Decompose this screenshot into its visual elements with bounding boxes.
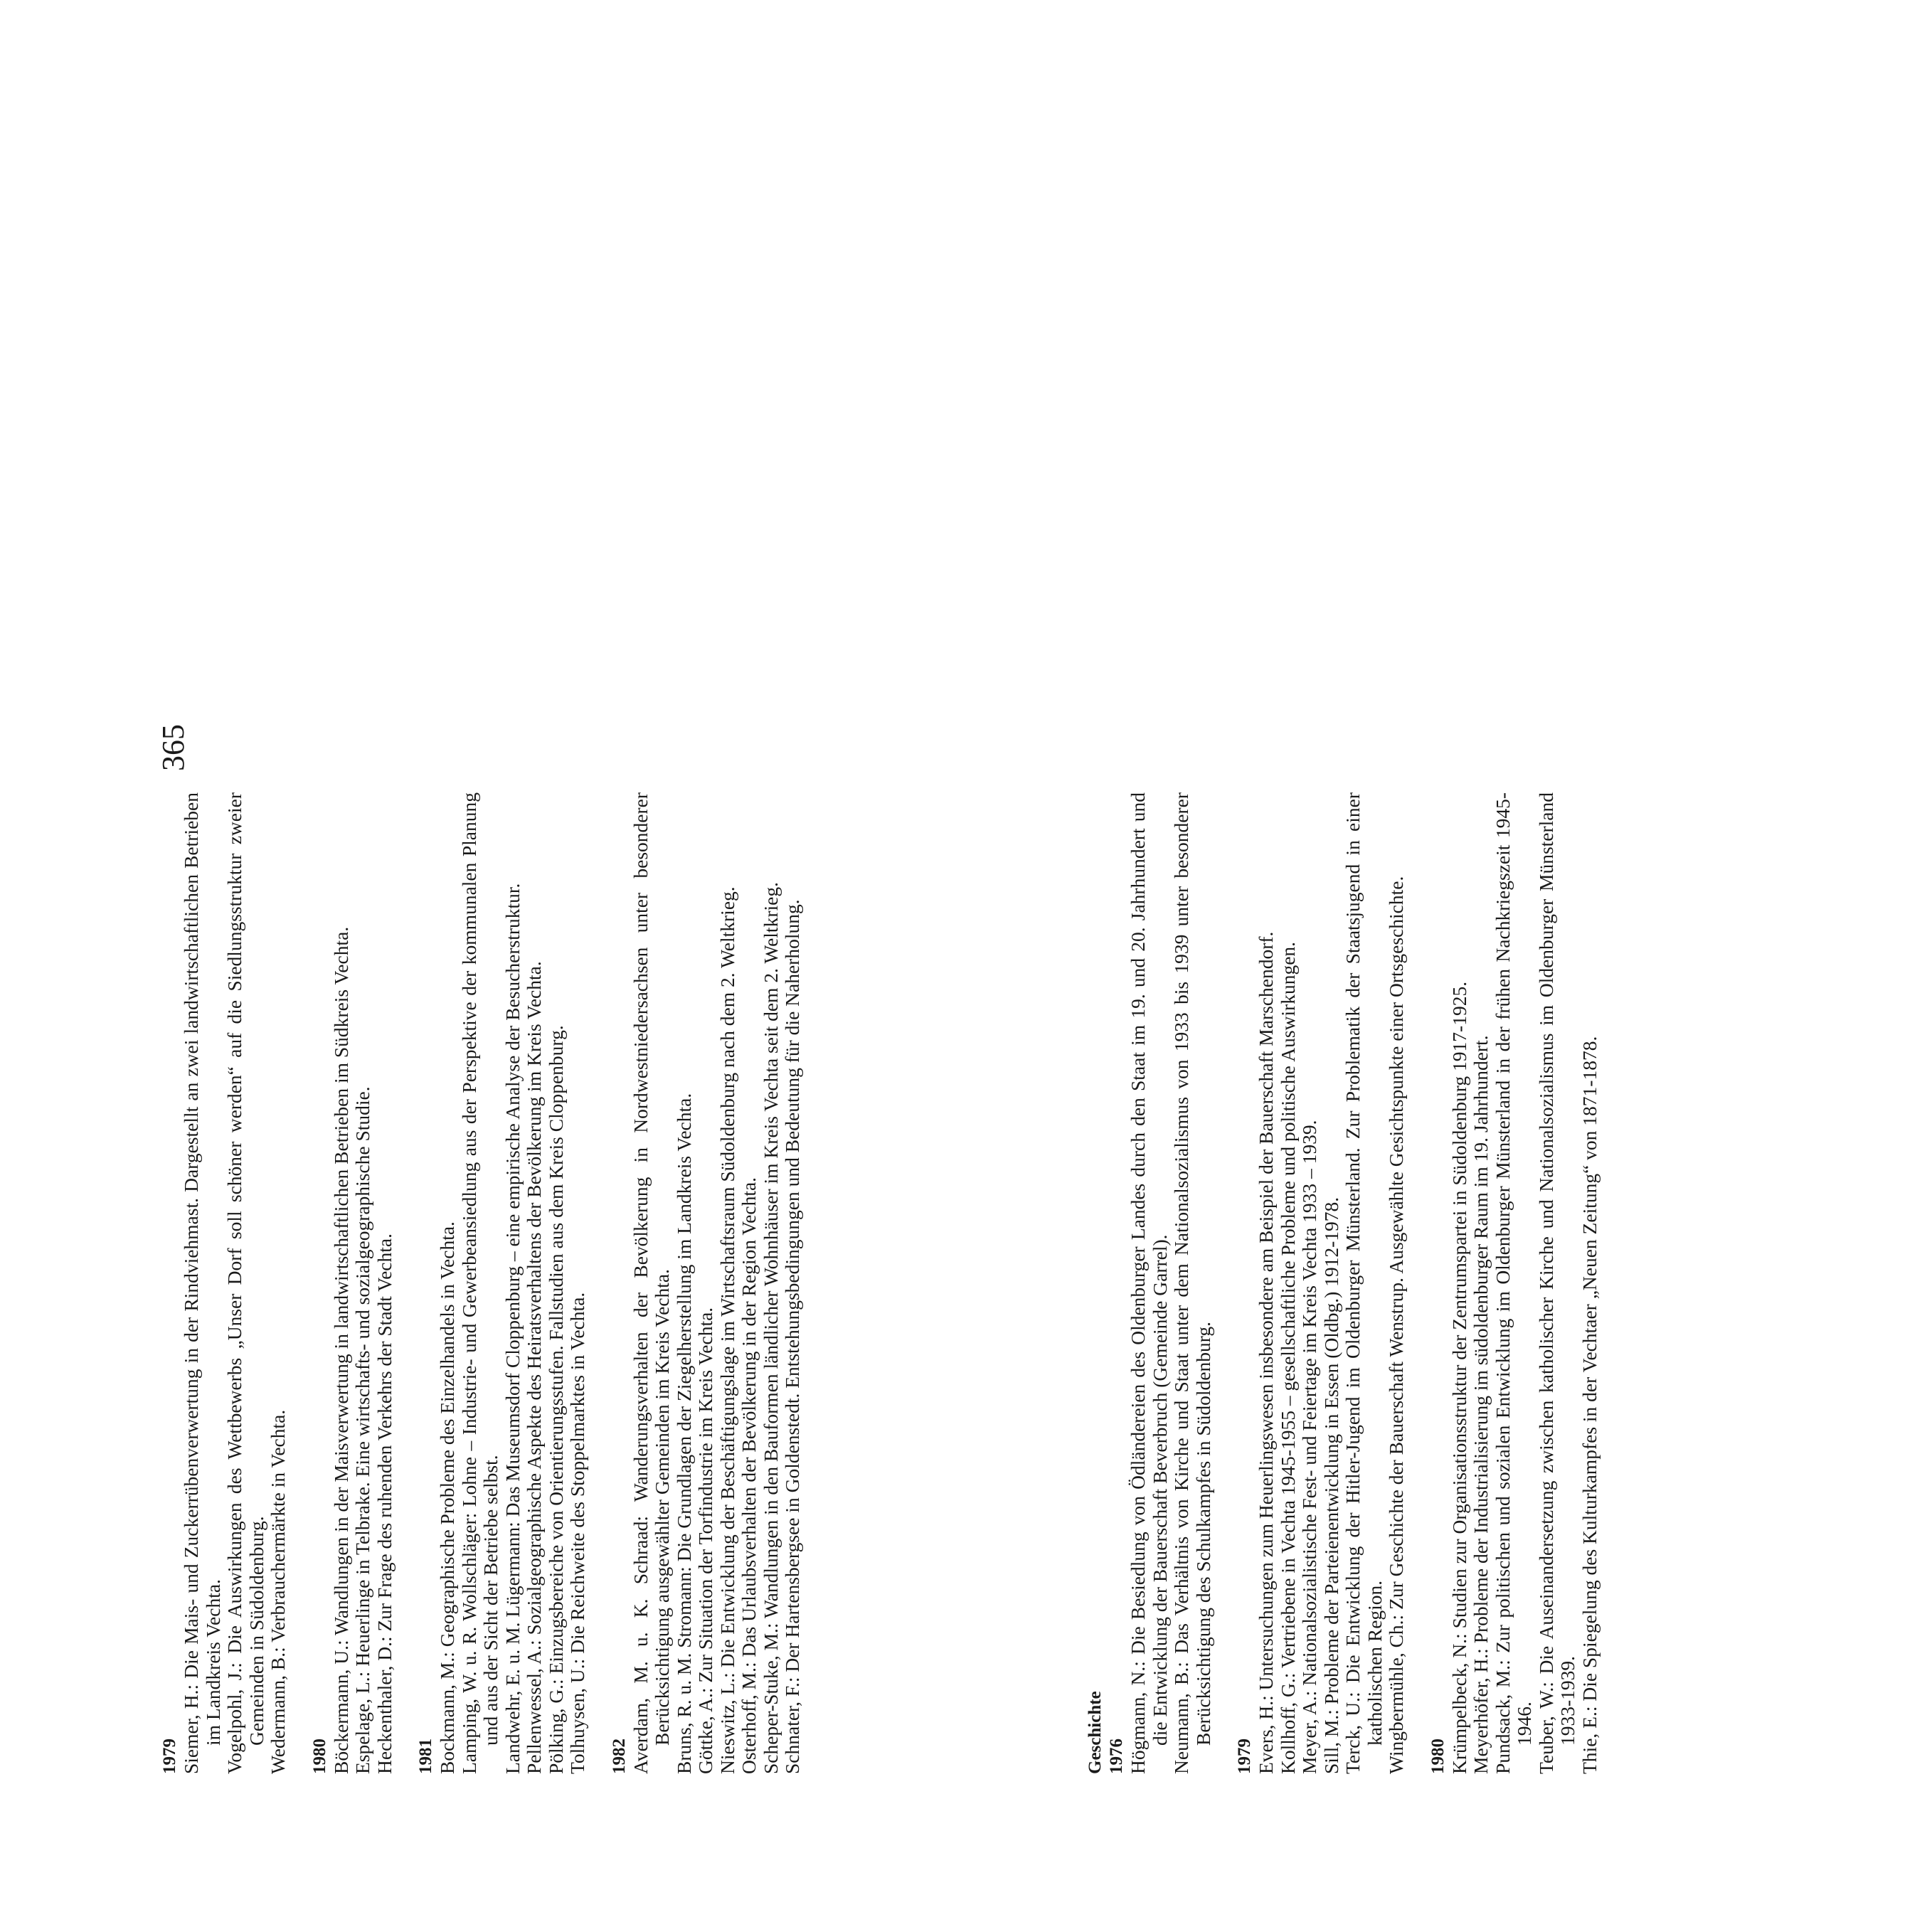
year-group-1979 (1234, 792, 1408, 1774)
bibliography-entry: Meyerhöfer, H.: Probleme der Industrialisierung im südoldenburger Raum im 19. Jahrhundert. (1470, 1035, 1492, 1774)
bibliography-entry: Pellenwessel, A.: Sozialgeographische Aspekte des Heiratsverhaltens der Bevölkerung im Kreis Vechta. (523, 961, 545, 1774)
year-group-1976 (1106, 792, 1214, 1774)
bibliography-entry: Heckenthaler, D.: Zur Frage des ruhenden Verkehrs der Stadt Vechta. (373, 1233, 396, 1774)
bibliography-entry: Bruns, R. u. M. Stromann: Die Grundlagen der Ziegelherstellung im Landkreis Vechta. (672, 1093, 695, 1774)
bibliography-entry: Vogelpohl, J.: Die Auswirkungen des Wettbewerbs „Unser Dorf soll schöner werden“ auf die Siedlungsstruktur zweier Gemeinden in Südoldenburg. (223, 792, 267, 1774)
bibliography-entry: Lamping, W. u. R. Wollschläger: Lohne – Industrie- und Gewerbeansiedlung aus der Perspektive der kommunalen Planung und aus der Sicht der Betriebe selbst. (457, 792, 501, 1774)
bibliography-entry: Terck, U.: Die Entwicklung der Hitler-Jugend im Oldenburger Münsterland. Zur Problematik der Staatsjugend in einer katholischen Region. (1342, 792, 1386, 1774)
bibliography-entry: Wingbermühle, Ch.: Zur Geschichte der Bauerschaft Wenstrup. Ausgewählte Gesichtspunkte einer Ortsgeschichte. (1385, 876, 1407, 1774)
year-heading: 1980 (309, 1739, 329, 1774)
year-group-1981 (415, 792, 589, 1774)
bibliography-entry: Schnater, F.: Der Hartensbergsee in Goldenstedt. Entstehungsbedingungen und Bedeutung für die Naherholung. (781, 899, 803, 1774)
bibliography-entry: Espelage, L.: Heuerlinge in Telbrake. Eine wirtschafts- und sozialgeographische Studie. (351, 1086, 373, 1774)
bibliography-entry: Bockmann, M.: Geographische Probleme des Einzelhandels in Vechta. (436, 1221, 458, 1774)
bibliography-entry: Wedermann, B.: Verbrauchermärkte in Vechta. (267, 1409, 289, 1774)
bibliography-entry: Pundsack, M.: Zur politischen und sozialen Entwicklung im Oldenburger Münsterland in der frühen Nachkriegszeit 1945-1946. (1491, 792, 1535, 1774)
year-heading: 1982 (609, 1739, 629, 1774)
bibliography-entry: Meyer, A.: Nationalsozialistische Fest- und Feiertage im Kreis Vechta 1933 – 1939. (1298, 1120, 1320, 1774)
bibliography-entry: Pölking, G.: Einzugsbereiche von Orientierungsstufen. Fallstudien aus dem Kreis Cloppenburg. (544, 1025, 567, 1774)
bibliography-entry: Siemer, H.: Die Mais- und Zuckerrübenverwertung in der Rindviehmast. Dargestellt an zwei landwirtschaftlichen Betrieben im Landkreis Vechta. (180, 792, 224, 1774)
bibliography-entry: Scheper-Stuke, M.: Wandlungen in den Bauformen ländlicher Wohnhäuser im Kreis Vechta seit dem 2. Weltkrieg. (759, 882, 782, 1774)
bibliography-entry: Sill, M.: Probleme der Parteienentwicklung in Essen (Oldbg.) 1912-1978. (1320, 1196, 1342, 1774)
bibliography-column-geography (159, 792, 824, 1774)
year-heading: 1980 (1428, 1739, 1448, 1774)
bibliography-entry: Kollhoff, G.: Vertriebene in Vechta 1945-1955 – gesellschaftliche Probleme und politische Auswirkungen. (1276, 941, 1299, 1774)
bibliography-entry: Landwehr, E. u. M. Lügermann: Das Museumsdorf Cloppenburg – eine empirische Analyse der Besucherstruktur. (501, 883, 524, 1774)
year-group-1980 (1428, 792, 1601, 1774)
bibliography-entry: Krümpelbeck, N.: Studien zur Organisationsstruktur der Zentrumspartei in Südoldenburg 1917-1925. (1448, 981, 1470, 1774)
bibliography-entry: Nieswitz, L.: Die Entwicklung der Beschäftigungslage im Wirtschaftsraum Südoldenburg nach dem 2. Weltkrieg. (716, 886, 738, 1774)
bibliography-entry: Högmann, N.: Die Besiedlung von Ödländereien des Oldenburger Landes durch den Staat im 19. und 20. Jahrhundert und die Entwicklung der Bauerschaft Beverbruch (Gemeinde Garrel). (1127, 792, 1171, 1774)
bibliography-column-history (1085, 792, 1620, 1774)
page-number: 365 (156, 724, 191, 771)
year-heading: 1979 (1235, 1739, 1254, 1774)
section-heading: Geschichte (1086, 1691, 1105, 1774)
year-group-1980 (309, 792, 396, 1774)
year-heading: 1976 (1107, 1739, 1126, 1774)
book-page (0, 635, 1932, 1932)
bibliography-entry: Tolhuysen, U.: Die Reichweite des Stoppelmarktes in Vechta. (566, 1292, 588, 1774)
bibliography-entry: Osterhoff, M.: Das Urlaubsverhalten der Bevölkerung in der Region Vechta. (738, 1177, 760, 1774)
year-heading: 1981 (416, 1739, 435, 1774)
year-group-1982 (609, 792, 804, 1774)
bibliography-entry: Evers, H.: Untersuchungen zum Heuerlingswesen insbesondere am Beispiel der Bauerschaft Marschendorf. (1255, 931, 1277, 1774)
bibliography-entry: Neumann, B.: Das Verhältnis von Kirche und Staat unter dem Nationalsozialismus von 1933 bis 1939 unter besonderer Berücksichtigung des Schulkampfes in Südoldenburg. (1170, 792, 1214, 1774)
bibliography-entry: Averdam, M. u. K. Schraad: Wanderungsverhalten der Bevölkerung in Nordwestniedersachsen unter besonderer Berücksichtigung ausgewählter Gemeinden im Kreis Vechta. (629, 792, 673, 1774)
year-group-1979 (159, 792, 290, 1774)
bibliography-entry: Göttke, A.: Zur Situation der Torfindustrie im Kreis Vechta. (694, 1307, 716, 1774)
bibliography-entry: Böckermann, U.: Wandlungen in der Maisverwertung in landwirtschaftlichen Betrieben im Südkreis Vechta. (329, 926, 352, 1774)
year-heading: 1979 (160, 1739, 179, 1774)
bibliography-entry: Thie, E.: Die Spiegelung des Kulturkampfes in der Vechtaer „Neuen Zeitung“ von 1871-1878. (1578, 1036, 1601, 1774)
bibliography-entry: Teuber, W.: Die Auseinandersetzung zwischen katholischer Kirche und Nationalsozialismus im Oldenburger Münsterland 1933-1939. (1534, 792, 1578, 1774)
